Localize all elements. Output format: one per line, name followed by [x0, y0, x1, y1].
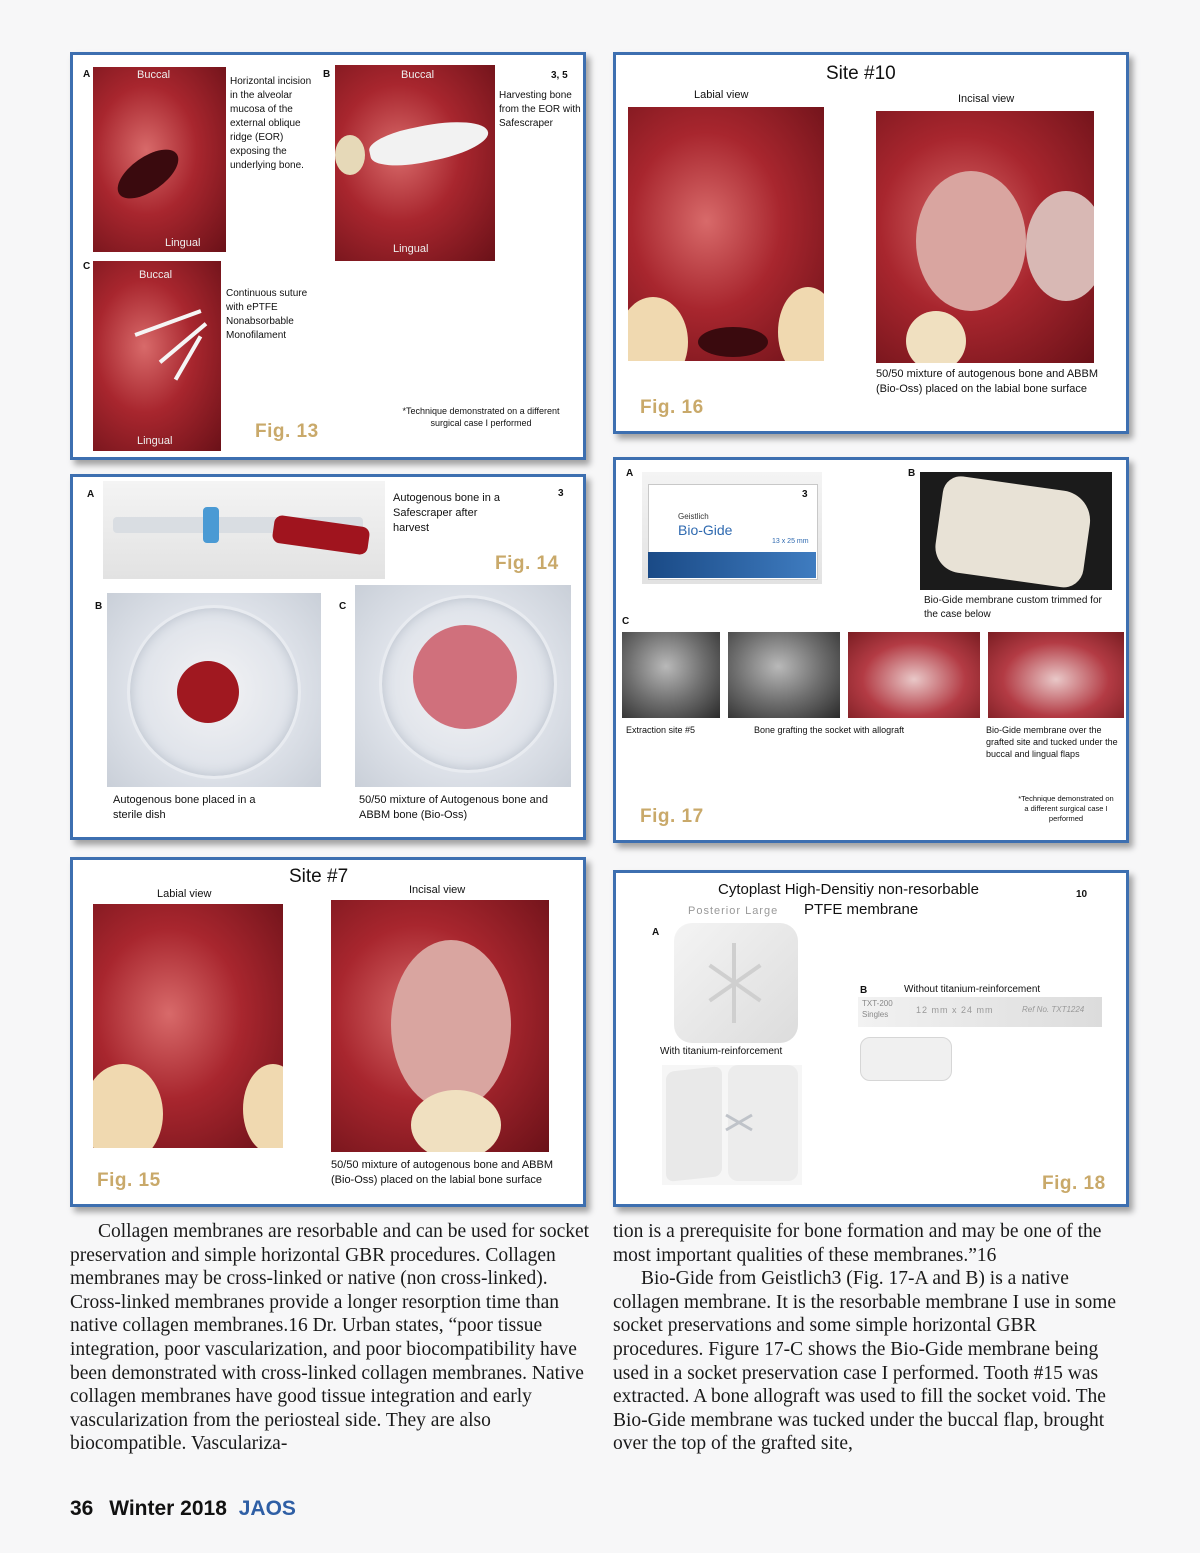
fig13-a-letter: A [83, 69, 91, 80]
fig13-panel [70, 52, 586, 460]
fig13-a-buccal: Buccal [137, 69, 171, 81]
fig14-c-caption: 50/50 mixture of Autogenous bone and ABBM bone (Bio-Oss) [359, 794, 548, 821]
fig14-b-letter: B [95, 601, 103, 612]
fig14-b-caption: Autogenous bone placed in a sterile dish [113, 794, 256, 821]
fig17-c-photo1 [848, 632, 980, 718]
fig17-product: Bio-Gide [678, 522, 733, 538]
fig15-caption: 50/50 mixture of autogenous bone and ABBM (Bio-Oss) placed on the labial bone surface [331, 1159, 553, 1186]
fig18-b-caption: Without titanium-reinforcement [904, 984, 1041, 995]
fig13-c-buccal: Buccal [139, 269, 173, 281]
fig18-panel [613, 870, 1129, 1207]
body-left-paragraph: Collagen membranes are resorbable and can be used for socket preservation and simple horizontal GBR procedures. Collagen membranes may be cross-linked or native (non cross-linked). Cross-linked membranes provide a longer resorption time than native collagen membranes.16 Dr. Urban states, “poor tissue integration, poor vascularization, and poor biocompatibility have been demonstrated with cross-linked collagen membranes. Native collagen membranes have good tissue integration and early vascularization from the periosteal side. They are also biocompatible. Vasculariza- [70, 1221, 590, 1455]
fig18-b-refno: Ref No. TXT1224 [1022, 1005, 1085, 1014]
fig15-panel [70, 857, 586, 1207]
fig16-panel [613, 52, 1129, 434]
fig18-a-letter: A [652, 927, 660, 938]
fig16-labial-photo [628, 107, 824, 361]
fig18-b-strip [858, 997, 1102, 1027]
fig15-label: Fig. 15 [97, 1170, 161, 1191]
fig17-c-letter: C [622, 616, 630, 627]
fig17-size: 13 x 25 mm [772, 538, 809, 545]
fig17-c-cap2: Bone grafting the socket with allograft [754, 725, 905, 735]
fig17-note: *Technique demonstrated on a different surgical case I performed [1018, 794, 1114, 823]
fig15-labial-photo [93, 904, 283, 1148]
body-right-continuation: tion is a prerequisite for bone formation and may be one of the most important qualities of these membranes.”16 [613, 1221, 1102, 1266]
fig17-c-photo2 [988, 632, 1124, 718]
fig16-label: Fig. 16 [640, 397, 704, 418]
fig17-c-xray1 [622, 632, 720, 718]
fig13-b-ref: 3, 5 [551, 70, 568, 81]
fig17-a-ref: 3 [802, 489, 808, 500]
fig18-title2: PTFE membrane [804, 901, 919, 918]
fig16-incisal-view: Incisal view [958, 93, 1015, 105]
fig17-c-xray2 [728, 632, 840, 718]
fig13-a-photo [93, 67, 226, 252]
fig18-a-photo [674, 923, 798, 1043]
fig16-title: Site #10 [826, 63, 896, 84]
fig13-b-caption: Harvesting bone from the EOR with Safescraper [499, 90, 581, 129]
fig17-a-photo [642, 472, 822, 584]
fig13-b-photo [335, 65, 495, 261]
fig13-c-lingual: Lingual [137, 435, 173, 447]
fig13-label: Fig. 13 [255, 421, 319, 442]
fig15-labial-view: Labial view [157, 888, 212, 900]
fig17-c-cap3: Bio-Gide membrane over the grafted site and tucked under the buccal and lingual flaps [986, 725, 1118, 759]
fig18-b-singles: Singles [862, 1010, 889, 1019]
body-right-paragraph: Bio-Gide from Geistlich3 (Fig. 17-A and B) is a native collagen membrane. It is the resorbable membrane I use in some socket preservations and some simple horizontal GBR procedures. Figure 17-C shows the Bio-Gide membrane being used in a socket preservation case I performed. Tooth #15 was extracted. A bone allograft was used to fill the socket void. The Bio-Gide membrane was tucked under the buccal flap, brought over the top of the grafted site, [613, 1268, 1117, 1455]
fig18-b-photo [860, 1037, 952, 1081]
journal-name: JAOS [238, 1497, 296, 1520]
body-left-column [70, 1220, 590, 1456]
fig13-b-buccal: Buccal [401, 69, 435, 81]
fig15-title: Site #7 [289, 866, 349, 887]
fig14-a-letter: A [87, 489, 95, 500]
fig13-c-photo [93, 261, 221, 451]
fig16-caption: 50/50 mixture of autogenous bone and ABBM (Bio-Oss) placed on the labial bone surface [876, 368, 1098, 395]
fig17-a-letter: A [626, 468, 634, 479]
fig13-b-letter: B [323, 69, 331, 80]
fig18-a-photo2 [662, 1065, 802, 1185]
fig13-a-lingual: Lingual [165, 237, 201, 249]
fig17-brand: Geistlich [678, 512, 709, 521]
fig17-c-cap1: Extraction site #5 [626, 725, 696, 735]
fig17-b-letter: B [908, 468, 916, 479]
fig14-c-photo [355, 585, 571, 787]
fig17-label: Fig. 17 [640, 806, 704, 827]
fig17-panel [613, 457, 1129, 843]
fig18-label: Fig. 18 [1042, 1173, 1106, 1194]
fig14-a-photo [103, 481, 385, 579]
fig18-a-caption: With titanium-reinforcement [660, 1046, 783, 1057]
fig17-b-caption: Bio-Gide membrane custom trimmed for the case below [924, 595, 1102, 620]
fig18-ref: 10 [1076, 889, 1088, 900]
page-footer [70, 1497, 296, 1521]
fig13-c-letter: C [83, 261, 91, 272]
issue: Winter 2018 [109, 1497, 227, 1520]
fig14-panel [70, 474, 586, 840]
fig18-b-size: 12 mm x 24 mm [916, 1005, 994, 1015]
fig14-a-caption: Autogenous bone in a Safescraper after harvest [393, 492, 501, 534]
fig16-incisal-photo [876, 111, 1094, 363]
fig13-a-caption: Horizontal incision in the alveolar mucosa of the external oblique ridge (EOR) exposing the underlying bone. [230, 76, 312, 171]
page-number: 36 [70, 1497, 94, 1520]
fig15-incisal-photo [331, 900, 549, 1152]
fig13-b-lingual: Lingual [393, 243, 429, 255]
fig14-b-photo [107, 593, 321, 787]
body-right-column [613, 1220, 1129, 1456]
fig14-c-letter: C [339, 601, 347, 612]
fig15-incisal-view: Incisal view [409, 884, 466, 896]
fig18-title1: Cytoplast High-Densitiy non-resorbable [718, 881, 979, 898]
fig13-c-caption: Continuous suture with ePTFE Nonabsorbable Monofilament [226, 288, 308, 341]
fig16-labial-view: Labial view [694, 89, 749, 101]
fig14-a-ref: 3 [558, 488, 564, 499]
fig17-b-photo [920, 472, 1112, 590]
fig18-b-letter: B [860, 985, 868, 996]
fig14-label: Fig. 14 [495, 553, 559, 574]
fig18-subtitle: Posterior Large [688, 905, 779, 917]
fig18-b-code: TXT-200 [862, 999, 893, 1008]
fig13-note: *Technique demonstrated on a different surgical case I performed [402, 406, 560, 428]
